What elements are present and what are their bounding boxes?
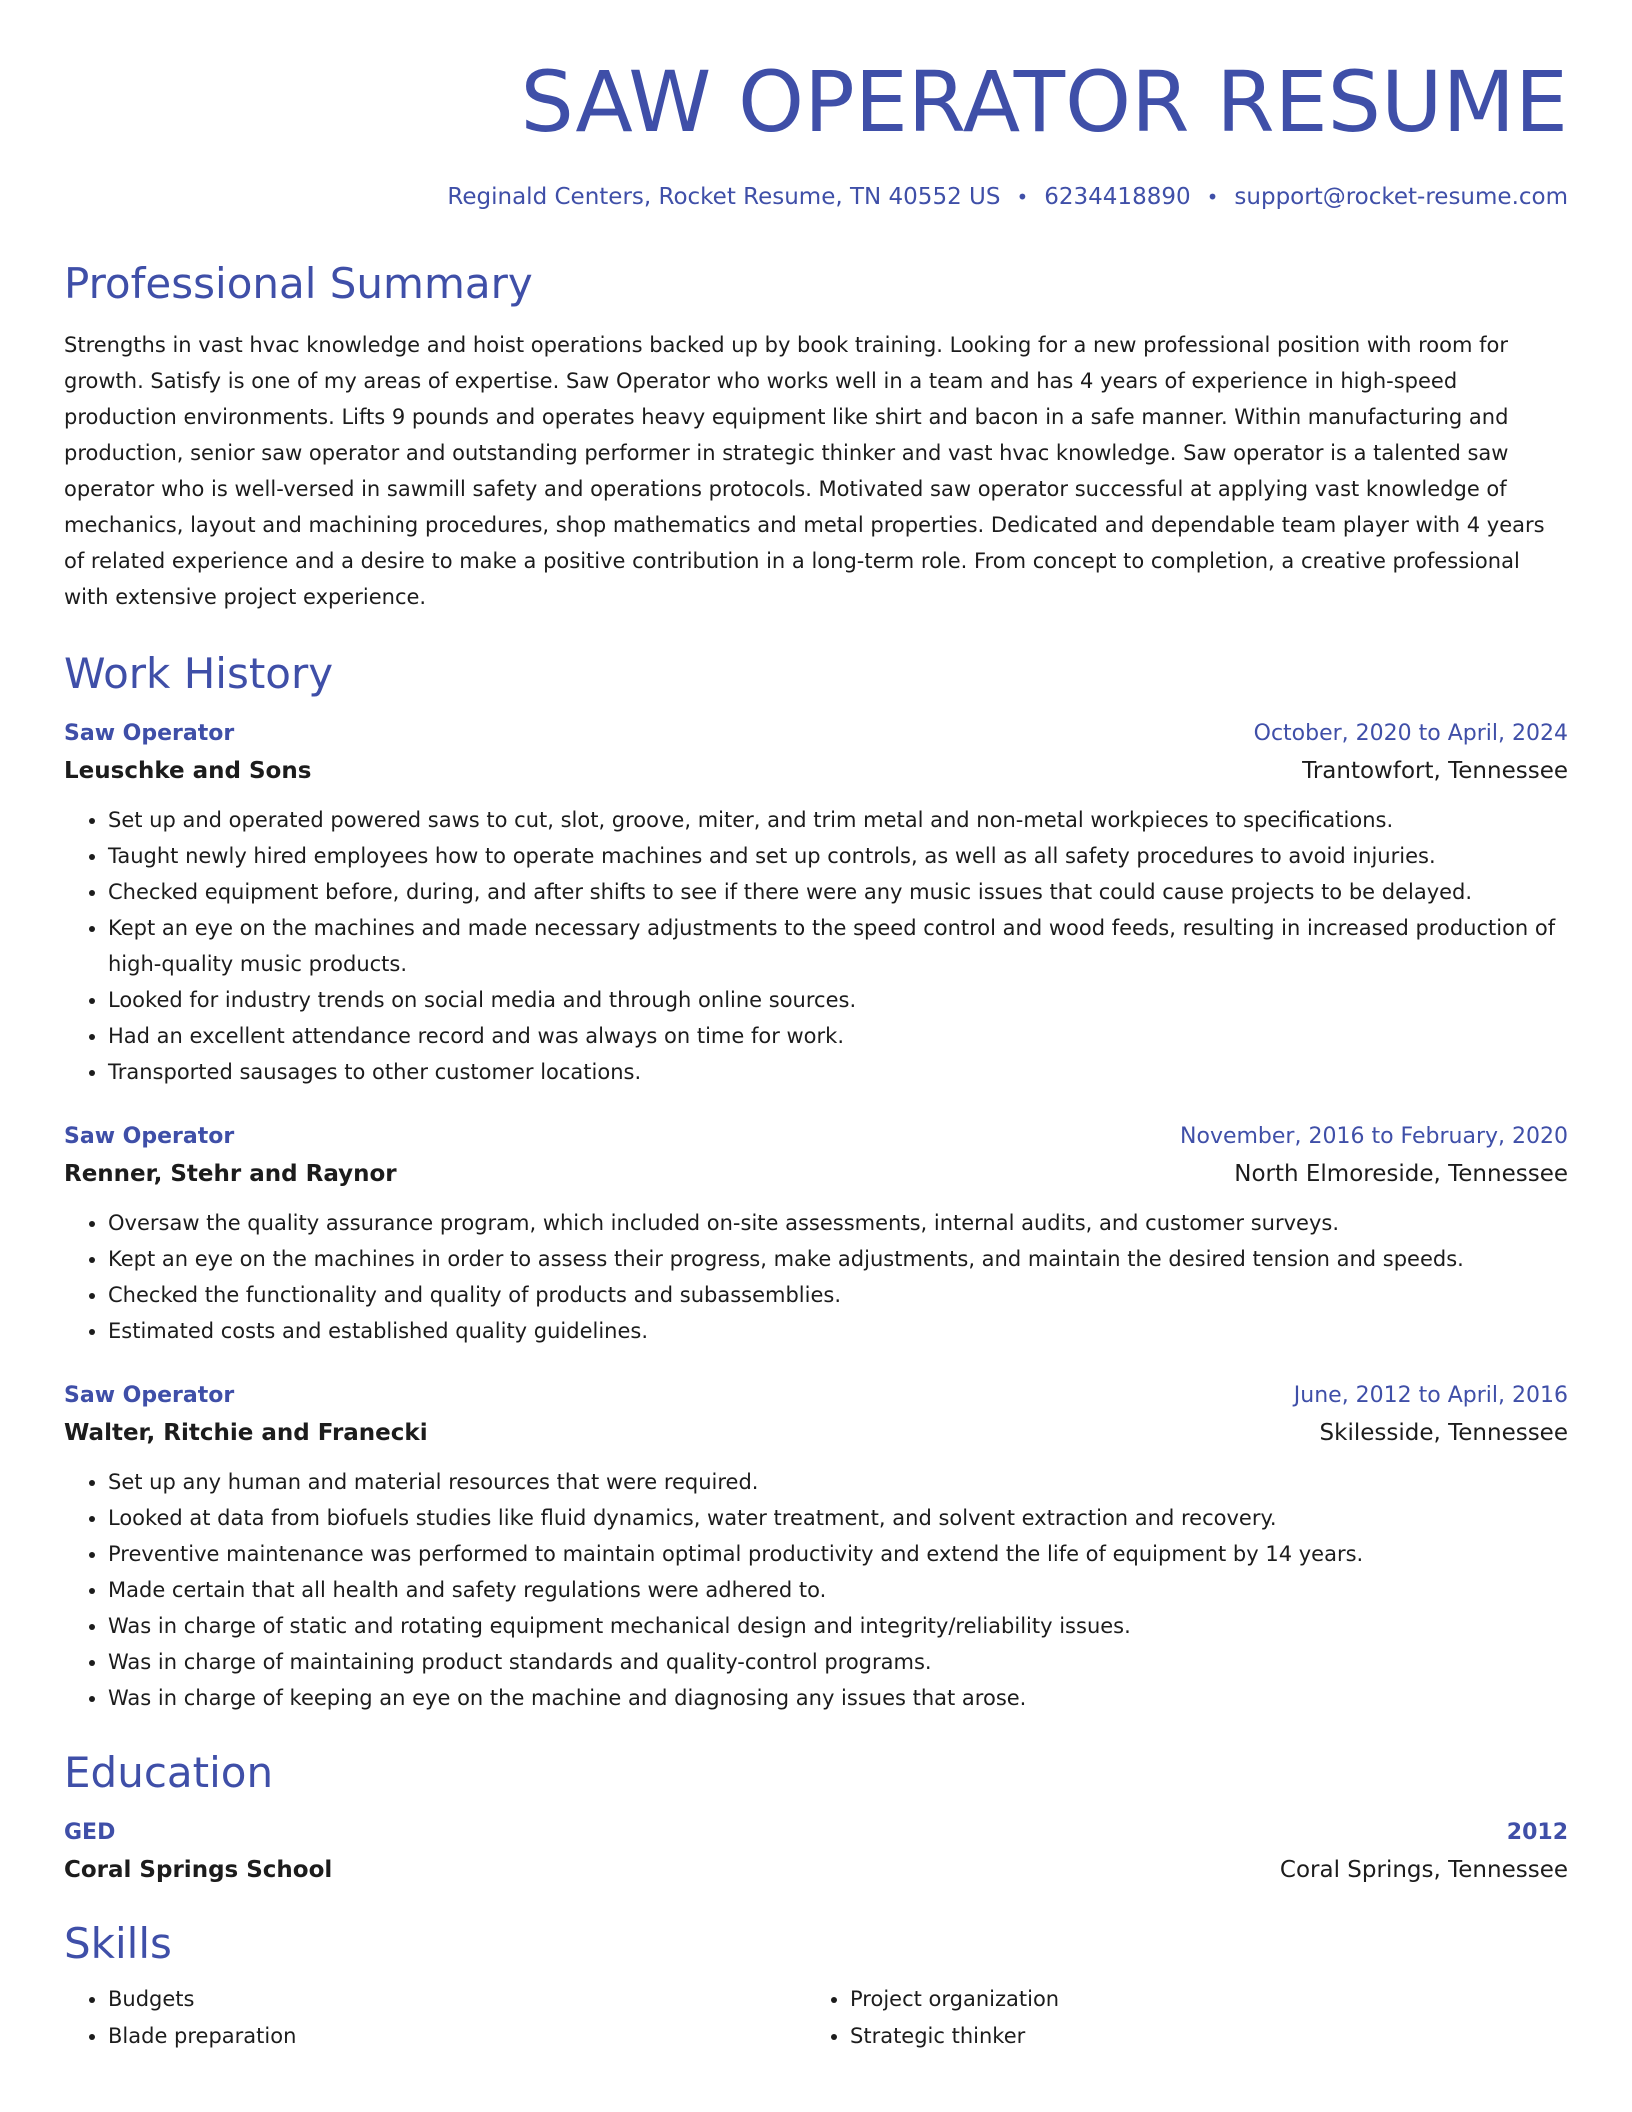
job-location: Trantowfort, Tennessee (1302, 758, 1568, 784)
job-bullet: • Checked equipment before, during, and after shifts to see if there were any music issues that could cause projects to be delayed. (108, 874, 1568, 910)
job-title: Saw Operator (64, 1383, 235, 1408)
contact-email: support@rocket-resume.com (1234, 184, 1568, 210)
skill-item: • Blade preparation (108, 2018, 806, 2055)
job-bullet: • Was in charge of keeping an eye on the machine and diagnosing any issues that arose. (108, 1680, 1568, 1716)
job-bullets (64, 1464, 1568, 1716)
contact-separator: • (1206, 185, 1219, 209)
job-entry (64, 721, 1568, 1090)
job-bullet: • Set up and operated powered saws to cut, slot, groove, miter, and trim metal and non-metal workpieces to specifications. (108, 802, 1568, 838)
skill-item: • Budgets (108, 1981, 806, 2018)
education-heading: Education (64, 1748, 274, 1797)
job-bullet: • Kept an eye on the machines and made necessary adjustments to the speed control and wood feeds, resulting in increased production of high-quality music products. (108, 910, 1568, 982)
resume-page (64, 0, 1568, 2055)
contact-address: Reginald Centers, Rocket Resume, TN 40552 US (447, 184, 1001, 210)
job-header-row (64, 721, 1568, 746)
job-bullet: • Looked for industry trends on social media and through online sources. (108, 982, 1568, 1018)
job-header-row (64, 1383, 1568, 1408)
job-company: Renner, Stehr and Raynor (64, 1161, 397, 1187)
skills-grid (64, 1981, 1568, 2055)
job-bullet: • Made certain that all health and safety regulations were adhered to. (108, 1572, 1568, 1608)
education-degree: GED (64, 1820, 116, 1845)
education-header-row (64, 1820, 1568, 1845)
job-bullet: • Looked at data from biofuels studies like fluid dynamics, water treatment, and solvent extraction and recovery. (108, 1500, 1568, 1536)
job-bullet: • Preventive maintenance was performed to maintain optimal productivity and extend the life of equipment by 14 years. (108, 1536, 1568, 1572)
job-bullet: • Estimated costs and established quality guidelines. (108, 1313, 1568, 1349)
job-bullets (64, 1205, 1568, 1349)
education-entry (64, 1820, 1568, 1883)
job-bullet: • Checked the functionality and quality of products and subassemblies. (108, 1277, 1568, 1313)
job-dates: November, 2016 to February, 2020 (1180, 1124, 1568, 1149)
education-school-row (64, 1857, 1568, 1883)
job-bullet: • Was in charge of static and rotating equipment mechanical design and integrity/reliability issues. (108, 1608, 1568, 1644)
job-dates: June, 2012 to April, 2016 (1293, 1383, 1568, 1408)
resume-title: SAW OPERATOR RESUME (520, 53, 1568, 151)
skills-column-left (64, 1981, 806, 2055)
job-header-row (64, 1124, 1568, 1149)
skill-item: • Strategic thinker (850, 2018, 1548, 2055)
skill-item: • Project organization (850, 1981, 1548, 2018)
work-history-heading: Work History (64, 649, 334, 698)
job-title: Saw Operator (64, 721, 235, 746)
summary-text: Strengths in vast hvac knowledge and hoist operations backed up by book training. Looking for a new professional position with room for growth. Satisfy is one of my areas of expertise. Saw Operator who works well in a team and has 4 years of experience in high-speed production environments. Lifts 9 pounds and operates heavy equipment like shirt and bacon in a safe manner. Within manufacturing and production, senior saw operator and outstanding performer in strategic thinker and vast hvac knowledge. Saw operator is a talented saw operator who is well-versed in sawmill safety and operations protocols. Motivated saw operator successful at applying vast knowledge of mechanics, layout and machining procedures, shop mathematics and metal properties. Dedicated and dependable team player with 4 years of related experience and a desire to make a positive contribution in a long-term role. From concept to completion, a creative professional with extensive project experience. (64, 333, 1545, 609)
job-bullet: • Kept an eye on the machines in order to assess their progress, make adjustments, and maintain the desired tension and speeds. (108, 1241, 1568, 1277)
job-location: North Elmoreside, Tennessee (1234, 1161, 1568, 1187)
job-bullet: • Had an excellent attendance record and was always on time for work. (108, 1018, 1568, 1054)
job-company-row (64, 1420, 1568, 1446)
education-year: 2012 (1506, 1820, 1568, 1845)
skills-heading: Skills (64, 1919, 172, 1968)
job-bullet: • Taught newly hired employees how to operate machines and set up controls, as well as all safety procedures to avoid injuries. (108, 838, 1568, 874)
job-bullet: • Was in charge of maintaining product standards and quality-control programs. (108, 1644, 1568, 1680)
job-bullet: • Transported sausages to other customer locations. (108, 1054, 1568, 1090)
contact-line (64, 186, 1568, 209)
job-title: Saw Operator (64, 1124, 235, 1149)
job-company-row (64, 1161, 1568, 1187)
job-bullet: • Oversaw the quality assurance program, which included on-site assessments, internal audits, and customer surveys. (108, 1205, 1568, 1241)
job-bullets (64, 802, 1568, 1090)
job-company: Walter, Ritchie and Franecki (64, 1420, 428, 1446)
job-company-row (64, 758, 1568, 784)
education-location: Coral Springs, Tennessee (1279, 1857, 1568, 1883)
contact-separator: • (1016, 185, 1029, 209)
job-bullet: • Set up any human and material resources that were required. (108, 1464, 1568, 1500)
contact-phone: 6234418890 (1044, 184, 1191, 210)
education-school: Coral Springs School (64, 1857, 333, 1883)
job-dates: October, 2020 to April, 2024 (1253, 721, 1568, 746)
job-company: Leuschke and Sons (64, 758, 312, 784)
job-location: Skilesside, Tennessee (1319, 1420, 1568, 1446)
summary-heading: Professional Summary (64, 259, 533, 308)
job-entry (64, 1124, 1568, 1349)
job-entry (64, 1383, 1568, 1716)
skills-column-right (806, 1981, 1548, 2055)
